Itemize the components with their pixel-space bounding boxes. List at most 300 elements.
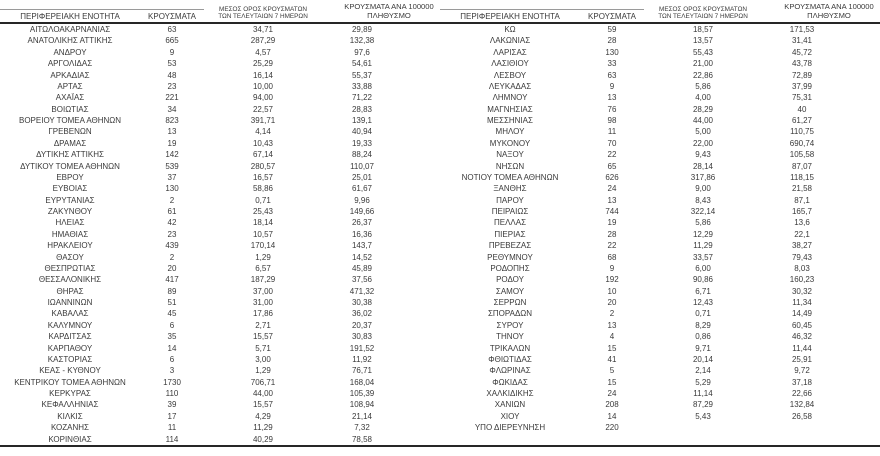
table-row <box>440 229 880 240</box>
region-table-left <box>0 0 440 445</box>
cases-cell: 28 <box>607 36 617 46</box>
column-header-per100k <box>330 3 448 22</box>
avg7days-cell: 280,57 <box>250 161 276 171</box>
avg7days-cell: 11,14 <box>693 389 713 398</box>
cases-cell: 208 <box>605 400 619 410</box>
region-cell: ΛΑΚΩΝΙΑΣ <box>489 36 531 46</box>
cases-cell: 9 <box>609 263 615 273</box>
per100k-cell: 110,75 <box>790 127 814 137</box>
table-row <box>440 297 880 308</box>
table-row <box>0 297 440 308</box>
region-cell: ΕΒΡΟΥ <box>56 172 84 182</box>
table-row <box>440 388 880 399</box>
avg7days-cell: 67,14 <box>252 150 274 160</box>
table-row <box>0 115 440 126</box>
region-cell: ΖΑΚΥΝΘΟΥ <box>47 207 93 216</box>
region-cell: ΧΑΝΙΩΝ <box>494 400 526 410</box>
avg7days-cell: 12,29 <box>692 229 714 239</box>
region-cell: ΝΑΞΟΥ <box>496 150 524 160</box>
avg7days-cell: 8,29 <box>695 320 711 330</box>
avg7days-cell: 34,71 <box>252 25 274 34</box>
region-cell: ΕΥΒΟΙΑΣ <box>52 184 88 194</box>
per100k-cell: 46,32 <box>791 332 813 342</box>
cases-cell: 2 <box>169 195 175 205</box>
avg7days-cell: 10,57 <box>252 229 274 239</box>
table-body-right <box>440 24 880 434</box>
cases-cell: 76 <box>607 104 617 114</box>
cases-cell: 13 <box>607 320 617 330</box>
per100k-cell: 88,24 <box>351 150 373 160</box>
cases-cell: 221 <box>165 93 179 103</box>
avg7days-cell: 2,14 <box>695 366 711 376</box>
avg7days-cell: 16,57 <box>252 172 274 182</box>
avg7days-cell: 6,57 <box>255 263 271 273</box>
cases-cell: 823 <box>165 116 179 125</box>
cases-cell: 142 <box>165 150 179 160</box>
per100k-cell: 61,67 <box>351 184 373 194</box>
cases-cell: 65 <box>607 161 617 171</box>
per100k-cell: 43,78 <box>791 59 813 69</box>
cases-cell: 4 <box>609 332 615 342</box>
avg7days-cell: 44,00 <box>252 389 274 398</box>
cases-cell: 48 <box>167 70 177 80</box>
cases-cell: 2 <box>169 252 175 262</box>
table-row <box>0 47 440 58</box>
region-cell: ΑΡΓΟΛΙΔΑΣ <box>47 59 93 69</box>
per100k-cell: 19,33 <box>351 138 373 148</box>
region-cell: ΤΡΙΚΑΛΩΝ <box>489 343 531 353</box>
per100k-cell: 132,38 <box>349 36 375 46</box>
per100k-cell: 13,6 <box>794 218 810 228</box>
region-cell: ΚΑΒΑΛΑΣ <box>51 309 89 319</box>
cases-cell: 5 <box>609 366 615 376</box>
table-body-left <box>0 24 440 445</box>
per100k-cell: 60,45 <box>791 320 813 330</box>
avg7days-cell: 16,14 <box>252 70 274 80</box>
table-row <box>440 354 880 365</box>
table-row <box>440 183 880 194</box>
per100k-cell: 78,58 <box>351 434 373 444</box>
per100k-cell: 8,03 <box>794 263 810 273</box>
per100k-cell: 143,7 <box>351 241 373 251</box>
avg7days-cell: 317,86 <box>690 172 716 182</box>
region-cell: ΜΑΓΝΗΣΙΑΣ <box>487 104 533 114</box>
table-row <box>440 331 880 342</box>
table-row <box>0 172 440 183</box>
avg7days-cell: 18,14 <box>252 218 274 228</box>
per100k-cell: 37,18 <box>791 377 813 387</box>
avg7days-cell: 25,29 <box>252 59 274 69</box>
avg7days-cell: 94,00 <box>252 93 274 103</box>
region-cell: ΚΕΝΤΡΙΚΟΥ ΤΟΜΕΑ ΑΘΗΝΩΝ <box>14 377 126 387</box>
table-row <box>0 331 440 342</box>
table-row <box>0 354 440 365</box>
cases-cell: 10 <box>607 286 617 296</box>
column-header-avg7days-line1: ΜΕΣΟΣ ΟΡΟΣ ΚΡΟΥΣΜΑΤΩΝ <box>659 5 747 13</box>
table-row <box>0 240 440 251</box>
region-cell: ΚΑΛΥΜΝΟΥ <box>47 320 93 330</box>
per100k-cell: 97,6 <box>354 47 370 57</box>
cases-cell: 24 <box>607 389 617 398</box>
per100k-cell: 11,92 <box>352 354 372 364</box>
cases-cell: 19 <box>167 138 177 148</box>
avg7days-cell: 17,86 <box>252 309 274 319</box>
table-row <box>0 138 440 149</box>
cases-cell: 110 <box>165 389 179 398</box>
region-table-right <box>440 0 880 445</box>
region-cell: ΛΑΣΙΘΙΟΥ <box>491 59 529 69</box>
region-cell: ΞΑΝΘΗΣ <box>493 184 527 194</box>
table-row <box>440 47 880 58</box>
column-header-avg7days <box>204 6 322 22</box>
column-header-avg7days-line2: ΤΩΝ ΤΕΛΕΥΤΑΙΩΝ 7 ΗΜΕΡΩΝ <box>658 13 748 21</box>
avg7days-cell: 18,57 <box>692 25 714 34</box>
per100k-cell: 55,37 <box>351 70 373 80</box>
avg7days-cell: 87,29 <box>692 400 714 410</box>
column-header-avg7days <box>644 6 762 22</box>
avg7days-cell: 5,86 <box>695 218 711 228</box>
column-header-region: ΠΕΡΙΦΕΡΕΙΑΚΗ ΕΝΟΤΗΤΑ <box>0 9 140 22</box>
region-cell: ΚΕΡΚΥΡΑΣ <box>49 389 91 398</box>
cases-cell: 2 <box>609 309 615 319</box>
cases-cell: 89 <box>167 286 177 296</box>
cases-cell: 14 <box>607 411 617 421</box>
avg7days-cell: 13,57 <box>692 36 714 46</box>
table-row <box>440 172 880 183</box>
cases-cell: 626 <box>605 172 619 182</box>
avg7days-cell: 12,43 <box>692 298 714 307</box>
region-cell: ΘΕΣΠΡΩΤΙΑΣ <box>44 263 96 273</box>
avg7days-cell: 3,00 <box>255 354 271 364</box>
table-row <box>0 104 440 115</box>
cases-cell: 665 <box>165 36 179 46</box>
table-row <box>440 263 880 274</box>
region-cell: ΑΧΑΪΑΣ <box>55 93 85 103</box>
avg7days-cell: 4,14 <box>255 127 271 137</box>
table-row <box>440 399 880 410</box>
region-cell: ΥΠΟ ΔΙΕΡΕΥΝΗΣΗ <box>474 423 546 433</box>
region-cell: ΒΟΙΩΤΙΑΣ <box>51 104 89 114</box>
per100k-cell: 7,32 <box>354 423 370 433</box>
per100k-cell: 36,02 <box>351 309 373 319</box>
table-row <box>440 217 880 228</box>
avg7days-cell: 0,86 <box>695 332 711 342</box>
avg7days-cell: 391,71 <box>250 116 276 125</box>
avg7days-cell: 5,00 <box>695 127 711 137</box>
table-row <box>0 343 440 354</box>
column-header-per100k <box>770 3 880 22</box>
column-header-per100k-line2: ΠΛΗΘΥΣΜΟ <box>367 11 411 21</box>
avg7days-cell: 90,86 <box>692 275 714 285</box>
per100k-cell: 61,27 <box>791 116 813 125</box>
avg7days-cell: 0,71 <box>255 195 271 205</box>
region-cell: ΦΛΩΡΙΝΑΣ <box>489 366 531 376</box>
region-cell: ΣΑΜΟΥ <box>495 286 525 296</box>
cases-cell: 439 <box>165 241 179 251</box>
avg7days-cell: 31,00 <box>252 298 274 307</box>
avg7days-cell: 10,43 <box>252 138 274 148</box>
region-cell: ΣΕΡΡΩΝ <box>493 298 527 307</box>
per100k-cell: 22,1 <box>794 229 810 239</box>
table-row <box>440 422 880 433</box>
avg7days-cell: 8,43 <box>695 195 711 205</box>
table-row <box>0 58 440 69</box>
avg7days-cell: 9,43 <box>695 150 711 160</box>
per100k-cell: 45,89 <box>351 263 373 273</box>
region-cell: ΗΛΕΙΑΣ <box>55 218 85 228</box>
region-cell: ΑΝΑΤΟΛΙΚΗΣ ΑΤΤΙΚΗΣ <box>27 36 113 46</box>
per100k-cell: 20,37 <box>351 320 373 330</box>
table-row <box>440 240 880 251</box>
cases-cell: 539 <box>165 161 179 171</box>
table-row <box>0 229 440 240</box>
region-cell: ΡΕΘΥΜΝΟΥ <box>487 252 533 262</box>
region-cell: ΚΙΛΚΙΣ <box>57 411 83 421</box>
per100k-cell: 40,94 <box>351 127 373 137</box>
avg7days-cell: 1,29 <box>255 252 271 262</box>
per100k-cell <box>743 422 861 433</box>
region-cell: ΑΡΚΑΔΙΑΣ <box>50 70 90 80</box>
region-cell: ΓΡΕΒΕΝΩΝ <box>48 127 92 137</box>
per100k-cell: 87,07 <box>791 161 813 171</box>
region-cell: ΣΥΡΟΥ <box>496 320 524 330</box>
column-header-cases: ΚΡΟΥΣΜΑΤΑ <box>140 9 204 22</box>
avg7days-cell: 4,29 <box>255 411 271 421</box>
cases-cell: 9 <box>169 47 175 57</box>
cases-cell: 3 <box>169 366 175 376</box>
table-header <box>0 0 440 24</box>
cases-cell: 13 <box>607 93 617 103</box>
region-cell: ΣΠΟΡΑΔΩΝ <box>487 309 533 319</box>
cases-cell: 6 <box>169 354 175 364</box>
avg7days-cell: 187,29 <box>250 275 276 285</box>
region-cell: ΗΡΑΚΛΕΙΟΥ <box>47 241 93 251</box>
region-cell: ΑΝΔΡΟΥ <box>53 47 87 57</box>
per100k-cell: 26,37 <box>351 218 373 228</box>
per100k-cell: 21,58 <box>791 184 813 194</box>
region-cell: ΚΩ <box>504 25 516 34</box>
per100k-cell: 71,22 <box>351 93 373 103</box>
table-row <box>0 308 440 319</box>
per100k-cell: 22,66 <box>791 389 813 398</box>
table-row <box>0 149 440 160</box>
avg7days-cell: 22,57 <box>252 104 274 114</box>
cases-cell: 192 <box>605 275 619 285</box>
avg7days-cell: 20,14 <box>692 354 714 364</box>
region-cell: ΚΟΡΙΝΘΙΑΣ <box>48 434 92 444</box>
table-row <box>440 320 880 331</box>
per100k-cell: 25,91 <box>791 354 813 364</box>
cases-cell: 59 <box>607 25 617 34</box>
table-row <box>440 195 880 206</box>
table-row <box>0 206 440 217</box>
cases-cell: 24 <box>607 184 617 194</box>
table-row <box>0 274 440 285</box>
region-cell: ΜΥΚΟΝΟΥ <box>489 138 531 148</box>
cases-cell: 34 <box>167 104 177 114</box>
cases-cell: 9 <box>609 81 615 91</box>
avg7days-cell: 28,14 <box>692 161 714 171</box>
cases-cell: 17 <box>167 411 177 421</box>
column-header-per100k-line1: ΚΡΟΥΣΜΑΤΑ ΑΝΑ 100000 <box>784 2 874 12</box>
table-row <box>0 217 440 228</box>
per100k-cell: 16,36 <box>351 229 373 239</box>
region-cell: ΚΑΡΠΑΘΟΥ <box>47 343 93 353</box>
region-cell: ΑΡΤΑΣ <box>57 81 83 91</box>
table-row <box>440 411 880 422</box>
per100k-cell: 33,88 <box>351 81 373 91</box>
per100k-cell: 9,96 <box>354 195 370 205</box>
cases-cell: 23 <box>167 81 177 91</box>
per100k-cell: 30,32 <box>791 286 813 296</box>
per100k-cell: 26,58 <box>791 411 813 421</box>
region-cell: ΛΑΡΙΣΑΣ <box>493 47 527 57</box>
column-header-cases: ΚΡΟΥΣΜΑΤΑ <box>580 9 644 22</box>
avg7days-cell: 55,43 <box>692 47 714 57</box>
cases-cell: 68 <box>607 252 617 262</box>
region-cell: ΚΑΣΤΟΡΙΑΣ <box>47 354 93 364</box>
table-row <box>0 24 440 35</box>
per100k-cell: 105,39 <box>349 389 375 398</box>
cases-cell: 63 <box>167 25 177 34</box>
cases-cell: 6 <box>169 320 175 330</box>
cases-cell: 23 <box>167 229 177 239</box>
table-row <box>0 195 440 206</box>
avg7days-cell: 6,71 <box>695 286 711 296</box>
per100k-cell: 76,71 <box>351 366 373 376</box>
per100k-cell: 160,23 <box>789 275 815 285</box>
cases-cell: 11 <box>607 127 617 137</box>
per100k-cell: 38,27 <box>791 241 813 251</box>
region-cell: ΡΟΔΟΠΗΣ <box>490 263 530 273</box>
per100k-cell: 149,66 <box>349 207 375 216</box>
avg7days-cell: 2,71 <box>255 320 271 330</box>
table-row <box>0 126 440 137</box>
avg7days-cell: 706,71 <box>250 377 276 387</box>
table-row <box>440 92 880 103</box>
table-row <box>440 149 880 160</box>
table-header <box>440 0 880 24</box>
table-row <box>440 206 880 217</box>
cases-cell: 20 <box>607 298 617 307</box>
avg7days-cell: 58,86 <box>252 184 274 194</box>
table-row <box>440 365 880 376</box>
region-cell: ΔΡΑΜΑΣ <box>53 138 87 148</box>
cases-cell: 70 <box>607 138 617 148</box>
avg7days-cell: 1,29 <box>255 366 271 376</box>
table-row <box>440 115 880 126</box>
cases-cell: 37 <box>167 172 177 182</box>
table-row <box>440 252 880 263</box>
region-cell: ΚΕΦΑΛΛΗΝΙΑΣ <box>41 400 99 410</box>
avg7days-cell: 11,29 <box>693 241 713 251</box>
per100k-cell: 471,32 <box>349 286 375 296</box>
column-header-avg7days-line1: ΜΕΣΟΣ ΟΡΟΣ ΚΡΟΥΣΜΑΤΩΝ <box>219 5 307 13</box>
cases-cell: 13 <box>607 195 617 205</box>
per100k-cell: 14,49 <box>791 309 813 319</box>
table-row <box>440 308 880 319</box>
avg7days-cell: 21,00 <box>692 59 714 69</box>
cases-cell: 41 <box>607 354 617 364</box>
table-row <box>0 422 440 433</box>
cases-cell: 13 <box>167 127 177 137</box>
per100k-cell: 28,83 <box>351 104 373 114</box>
cases-cell: 22 <box>607 241 617 251</box>
per100k-cell: 132,84 <box>789 400 815 410</box>
per100k-cell: 139,1 <box>351 116 373 125</box>
per100k-cell: 118,15 <box>790 172 814 182</box>
avg7days-cell: 33,57 <box>692 252 714 262</box>
per100k-cell: 9,72 <box>794 366 810 376</box>
region-cell: ΛΗΜΝΟΥ <box>492 93 528 103</box>
per100k-cell: 54,61 <box>351 59 373 69</box>
per100k-cell: 191,52 <box>349 343 375 353</box>
table-row <box>0 92 440 103</box>
table-row <box>440 286 880 297</box>
cases-cell: 22 <box>607 150 617 160</box>
avg7days-cell: 287,29 <box>250 36 276 46</box>
cases-cell: 11 <box>167 423 177 433</box>
per100k-cell: 72,89 <box>791 70 813 80</box>
per100k-cell: 30,83 <box>351 332 373 342</box>
region-cell: ΚΑΡΔΙΤΣΑΣ <box>48 332 92 342</box>
region-cell: ΜΕΣΣΗΝΙΑΣ <box>487 116 533 125</box>
avg7days-cell: 10,00 <box>252 81 274 91</box>
region-cell: ΠΡΕΒΕΖΑΣ <box>488 241 532 251</box>
region-cell: ΔΥΤΙΚΗΣ ΑΤΤΙΚΗΣ <box>36 150 104 160</box>
avg7days-cell: 4,00 <box>695 93 711 103</box>
table-row <box>0 365 440 376</box>
region-cell: ΘΗΡΑΣ <box>56 286 84 296</box>
region-cell: ΚΟΖΑΝΗΣ <box>50 423 90 433</box>
per100k-cell: 11,34 <box>792 298 812 307</box>
region-cell: ΑΙΤΩΛΟΑΚΑΡΝΑΝΙΑΣ <box>29 25 111 34</box>
cases-cell: 33 <box>607 59 617 69</box>
cases-cell: 114 <box>165 434 179 444</box>
table-row <box>440 126 880 137</box>
per100k-cell: 31,41 <box>791 36 813 46</box>
avg7days-cell: 322,14 <box>690 207 716 216</box>
avg7days-cell: 22,86 <box>692 70 714 80</box>
per100k-cell: 30,38 <box>351 298 373 307</box>
region-cell: ΘΑΣΟΥ <box>56 252 84 262</box>
region-cell: ΦΘΙΩΤΙΔΑΣ <box>488 354 532 364</box>
cases-cell: 20 <box>167 263 177 273</box>
region-cell: ΕΥΡΥΤΑΝΙΑΣ <box>45 195 95 205</box>
per100k-cell: 165,7 <box>791 207 813 216</box>
avg7days-cell: 28,29 <box>692 104 714 114</box>
table-row <box>0 377 440 388</box>
per100k-cell: 37,56 <box>351 275 373 285</box>
cases-cell: 28 <box>607 229 617 239</box>
region-cell: ΙΩΑΝΝΙΝΩΝ <box>47 298 93 307</box>
table-row <box>440 35 880 46</box>
cases-cell: 45 <box>167 309 177 319</box>
avg7days-cell: 9,00 <box>695 184 711 194</box>
column-header-per100k-line1: ΚΡΟΥΣΜΑΤΑ ΑΝΑ 100000 <box>344 2 434 12</box>
region-cell: ΧΙΟΥ <box>500 411 520 421</box>
cases-cell: 61 <box>167 207 177 216</box>
table-row <box>440 377 880 388</box>
per100k-cell: 87,1 <box>794 195 810 205</box>
cases-cell: 130 <box>165 184 179 194</box>
per100k-cell: 40 <box>797 104 807 114</box>
per100k-cell: 29,89 <box>351 25 373 34</box>
table-row <box>0 434 440 445</box>
cases-cell: 19 <box>607 218 617 228</box>
table-row <box>0 35 440 46</box>
region-cell: ΧΑΛΚΙΔΙΚΗΣ <box>486 389 534 398</box>
